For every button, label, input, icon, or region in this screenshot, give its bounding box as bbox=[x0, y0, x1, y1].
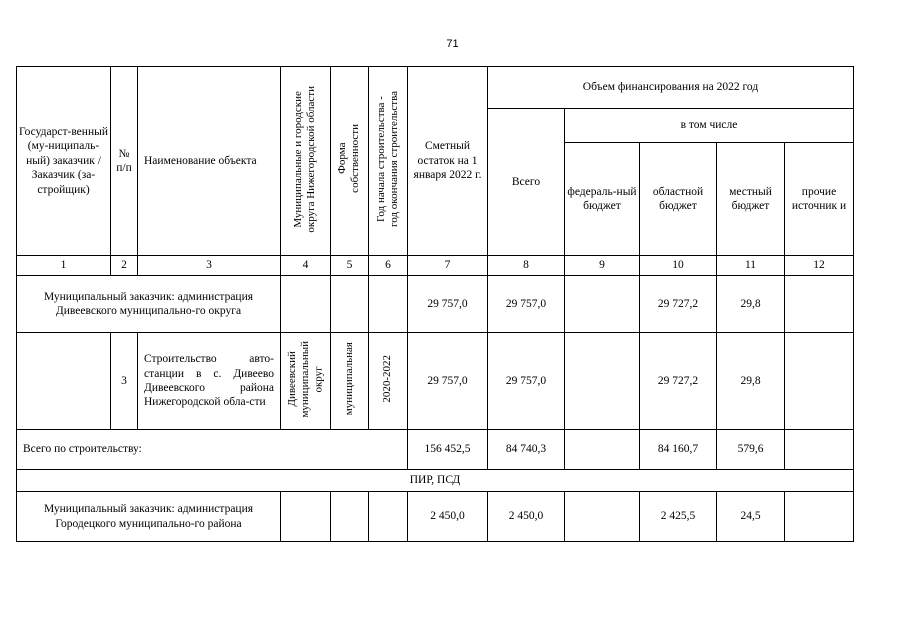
col-number: 5 bbox=[331, 256, 369, 276]
col-number: 6 bbox=[369, 256, 408, 276]
customer-name: Муниципальный заказчик: администрация Дивеевского муниципально-го округа bbox=[17, 276, 281, 333]
empty-cell bbox=[17, 333, 111, 430]
estimate-value: 156 452,5 bbox=[408, 430, 488, 470]
header-ownership: Форма собственности bbox=[331, 67, 369, 256]
header-years: Год начала строительства - год окончания строительства bbox=[369, 67, 408, 256]
other-value bbox=[785, 276, 854, 333]
header-estimate: Сметный остаток на 1 января 2022 г. bbox=[408, 67, 488, 256]
col-number: 11 bbox=[717, 256, 785, 276]
header-total: Всего bbox=[488, 109, 565, 256]
local-value: 29,8 bbox=[717, 276, 785, 333]
empty-cell bbox=[281, 276, 331, 333]
col-number: 3 bbox=[138, 256, 281, 276]
object-municipality: Дивеевский муниципальный округ bbox=[281, 333, 331, 430]
object-years: 2020-2022 bbox=[369, 333, 408, 430]
header-including: в том числе bbox=[565, 109, 854, 143]
regional-value: 84 160,7 bbox=[640, 430, 717, 470]
financing-table bbox=[16, 66, 854, 542]
header-num: № п/п bbox=[111, 67, 138, 256]
page-number: 71 bbox=[446, 38, 459, 50]
col-number: 7 bbox=[408, 256, 488, 276]
total-value: 2 450,0 bbox=[488, 492, 565, 542]
col-number: 10 bbox=[640, 256, 717, 276]
empty-cell bbox=[331, 276, 369, 333]
federal-value bbox=[565, 276, 640, 333]
table-row bbox=[17, 333, 854, 430]
column-numbers-row bbox=[17, 256, 854, 276]
header-regional: областной бюджет bbox=[640, 143, 717, 256]
header-object-name: Наименование объекта bbox=[138, 67, 281, 256]
header-local: местный бюджет bbox=[717, 143, 785, 256]
header-other: прочие источник и bbox=[785, 143, 854, 256]
header-customer: Государст-венный (му-ниципаль-ный) заказчик / Заказчик (за-стройщик) bbox=[17, 67, 111, 256]
section-title: ПИР, ПСД bbox=[17, 470, 854, 492]
table-row bbox=[17, 430, 854, 470]
table-row bbox=[17, 276, 854, 333]
header-funding: Объем финансирования на 2022 год bbox=[488, 67, 854, 109]
regional-value: 29 727,2 bbox=[640, 333, 717, 430]
local-value: 579,6 bbox=[717, 430, 785, 470]
header-federal: федераль-ный бюджет bbox=[565, 143, 640, 256]
col-number: 1 bbox=[17, 256, 111, 276]
col-number: 8 bbox=[488, 256, 565, 276]
col-number: 4 bbox=[281, 256, 331, 276]
other-value bbox=[785, 430, 854, 470]
empty-cell bbox=[369, 492, 408, 542]
col-number: 12 bbox=[785, 256, 854, 276]
total-value: 84 740,3 bbox=[488, 430, 565, 470]
row-number: 3 bbox=[111, 333, 138, 430]
empty-cell bbox=[331, 492, 369, 542]
construction-total-label: Всего по строительству: bbox=[17, 430, 408, 470]
local-value: 24,5 bbox=[717, 492, 785, 542]
total-value: 29 757,0 bbox=[488, 333, 565, 430]
federal-value bbox=[565, 430, 640, 470]
object-ownership: муниципальная bbox=[331, 333, 369, 430]
section-row bbox=[17, 470, 854, 492]
customer-name: Муниципальный заказчик: администрация Городецкого муниципально-го района bbox=[17, 492, 281, 542]
empty-cell bbox=[281, 492, 331, 542]
empty-cell bbox=[369, 276, 408, 333]
estimate-value: 2 450,0 bbox=[408, 492, 488, 542]
object-name: Строительство авто-станции в с. Дивеево Дивеевского района Нижегородской обла-сти bbox=[138, 333, 281, 430]
federal-value bbox=[565, 333, 640, 430]
col-number: 9 bbox=[565, 256, 640, 276]
regional-value: 29 727,2 bbox=[640, 276, 717, 333]
estimate-value: 29 757,0 bbox=[408, 276, 488, 333]
other-value bbox=[785, 333, 854, 430]
local-value: 29,8 bbox=[717, 333, 785, 430]
estimate-value: 29 757,0 bbox=[408, 333, 488, 430]
regional-value: 2 425,5 bbox=[640, 492, 717, 542]
col-number: 2 bbox=[111, 256, 138, 276]
federal-value bbox=[565, 492, 640, 542]
table-row bbox=[17, 492, 854, 542]
total-value: 29 757,0 bbox=[488, 276, 565, 333]
other-value bbox=[785, 492, 854, 542]
header-municipality: Муниципальные и городские округа Нижегородской области bbox=[281, 67, 331, 256]
